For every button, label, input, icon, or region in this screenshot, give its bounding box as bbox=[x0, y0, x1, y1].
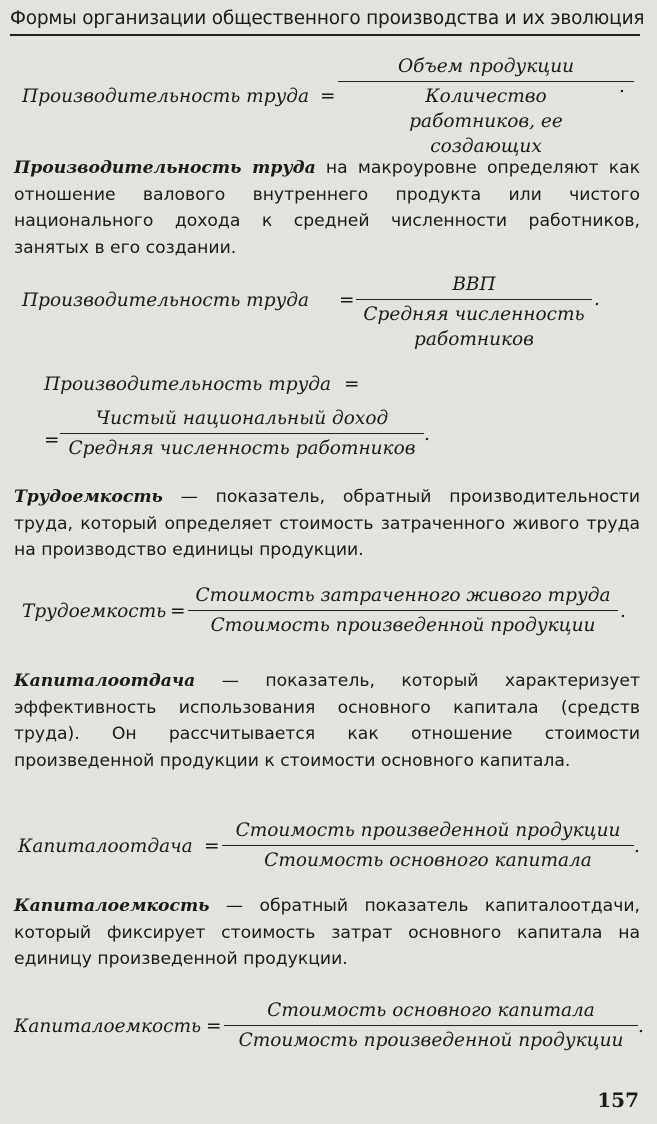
formula-equals: = bbox=[44, 430, 60, 451]
formula-labor-productivity-gdp bbox=[22, 272, 642, 358]
formula-labor-productivity-1 bbox=[22, 54, 642, 157]
formula-denominator: Средняя численность работников bbox=[68, 438, 416, 459]
formula-period: . bbox=[638, 1016, 644, 1037]
formula-numerator: Объем продукции bbox=[397, 56, 575, 77]
formula-numerator: Стоимость основного капитала bbox=[267, 1000, 595, 1021]
formula-denominator: Стоимость произведенной продукции bbox=[210, 615, 596, 636]
page-number: 157 bbox=[597, 1088, 639, 1112]
formula-fraction bbox=[224, 998, 638, 1053]
formula-fraction bbox=[222, 818, 634, 873]
formula-fraction bbox=[188, 583, 618, 638]
formula-numerator: Чистый национальный доход bbox=[95, 408, 389, 429]
formula-equals: = bbox=[320, 86, 336, 107]
term-labor-intensity: Трудоемкость bbox=[14, 487, 163, 507]
fraction-bar bbox=[60, 433, 424, 434]
formula-lhs: Капиталоемкость bbox=[14, 1016, 202, 1037]
formula-labor-productivity-nni bbox=[44, 372, 644, 468]
formula-capital-productivity bbox=[18, 818, 642, 878]
term-capital-productivity: Капиталоотдача bbox=[14, 671, 196, 691]
formula-equals: = bbox=[339, 290, 355, 311]
running-header bbox=[10, 6, 645, 36]
paragraph-labor-productivity-macro bbox=[14, 155, 640, 261]
formula-lhs: Производительность труда bbox=[22, 290, 310, 311]
paragraph-capital-productivity bbox=[14, 668, 640, 774]
formula-period: . bbox=[424, 424, 430, 445]
fraction-bar bbox=[356, 299, 592, 300]
fraction-bar bbox=[224, 1025, 638, 1026]
formula-lhs: Производительность труда bbox=[44, 374, 332, 395]
fraction-bar bbox=[188, 610, 618, 611]
term-capital-intensity: Капиталоемкость bbox=[14, 896, 210, 916]
formula-period: . bbox=[594, 289, 600, 310]
formula-lhs: Производительность труда bbox=[22, 86, 310, 107]
paragraph-text: — обратный показатель капиталоотдачи, который фиксирует стоимость затрат основного капитала на единицу произведенной продукции. bbox=[14, 896, 640, 969]
formula-period: . bbox=[620, 601, 626, 622]
formula-lhs: Капиталоотдача bbox=[18, 836, 193, 857]
running-header-title: Формы организации общественного производства и их эволюция bbox=[10, 8, 645, 29]
formula-period: . bbox=[634, 836, 640, 857]
formula-numerator: ВВП bbox=[452, 274, 496, 295]
paragraph-capital-intensity bbox=[14, 893, 640, 973]
formula-fraction bbox=[338, 54, 634, 159]
formula-equals: = bbox=[206, 1016, 222, 1037]
formula-labor-intensity bbox=[22, 583, 642, 643]
formula-denominator: Стоимость основного капитала bbox=[264, 850, 592, 871]
formula-denominator: Стоимость произведенной продукции bbox=[238, 1030, 624, 1051]
formula-fraction bbox=[60, 406, 424, 461]
fraction-bar bbox=[222, 845, 634, 846]
paragraph-labor-intensity bbox=[14, 484, 640, 564]
formula-lhs: Трудоемкость bbox=[22, 601, 167, 622]
formula-period: . bbox=[619, 76, 625, 97]
paragraph-text: на макроуровне определяют как отношение валового внутреннего продукта или чистого национального дохода к средней численности работников, занятых в его создании. bbox=[14, 158, 640, 258]
formula-fraction bbox=[356, 272, 592, 352]
formula-denominator: Средняя численность работников bbox=[363, 304, 585, 350]
paragraph-text: — показатель, обратный производительности труда, который определяет стоимость затраченного живого труда на производство единицы продукции. bbox=[14, 487, 640, 560]
formula-capital-intensity bbox=[14, 998, 646, 1058]
formula-denominator: Количество работников, ее создающих bbox=[409, 86, 563, 157]
fraction-bar bbox=[338, 81, 634, 82]
formula-equals: = bbox=[204, 836, 220, 857]
formula-equals: = bbox=[344, 374, 360, 395]
paragraph-text: — показатель, который характеризует эффективность использования основного капитала (средств труда). Он рассчитывается как отношение стоимости произведенной продукции к стоимости основного капитала. bbox=[14, 671, 640, 771]
formula-numerator: Стоимость произведенной продукции bbox=[235, 820, 621, 841]
formula-equals: = bbox=[170, 601, 186, 622]
formula-numerator: Стоимость затраченного живого труда bbox=[195, 585, 611, 606]
term-labor-productivity: Производительность труда bbox=[14, 158, 316, 178]
